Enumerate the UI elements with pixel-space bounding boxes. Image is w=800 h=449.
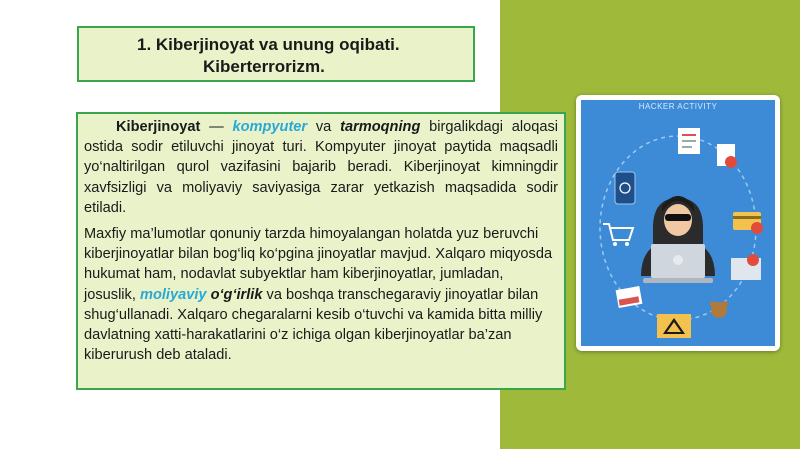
term-kiberjinoyat: Kiberjinoyat <box>116 119 201 135</box>
paragraph-details <box>84 224 558 365</box>
warning-monitor-icon <box>731 254 761 280</box>
paragraph2-text1: Maxfiy ma’lumotlar qonuniy tarzda himoyalangan holatda yuz beruvchi kiberjinoyatlar bilan bog‘liq ko‘pgina jinoyatlar mavjud. Xalqaro miqyosda hukumat ham, nodavlat subyektlar ham kiberjinoyatlar, jumladan, josuslik, <box>84 226 553 303</box>
hacker-scene-svg <box>581 100 775 346</box>
warning-sign-icon <box>657 314 691 338</box>
hacker-illustration <box>581 100 775 346</box>
document-icon <box>678 128 700 154</box>
title-box <box>77 26 475 82</box>
paragraph2-text2: va boshqa transchegaraviy jinoyatlar bilan shug‘ullanadi. Xalqaro chegaralarni kesib o‘tuvchi va kamida bitta milliy davlatning xatti-harakatlarini o‘z ichiga olgan kiberjinoyatlar ba’zan kiberurush deb ataladi. <box>84 286 543 364</box>
bold-ogirlik: o‘g‘irlik <box>210 286 263 303</box>
illustration-label: HACKER ACTIVITY <box>638 102 718 111</box>
connector-va: va <box>307 119 341 135</box>
title-line-2: Kiberterrorizm. <box>203 57 325 76</box>
bug-icon <box>710 301 728 318</box>
highlight-kompyuter: kompyuter <box>232 119 308 135</box>
shopping-cart-icon <box>603 224 633 246</box>
slide-title <box>137 34 467 78</box>
hacker-illustration-frame <box>576 95 780 351</box>
highlight-moliyaviy: moliyaviy <box>139 286 207 303</box>
highlight-tarmoqning: tarmoqning <box>340 119 421 135</box>
dash: — <box>200 119 233 135</box>
content-text-box <box>76 112 566 390</box>
title-line-1: 1. Kiberjinoyat va unung oqibati. <box>137 35 400 54</box>
laptop-icon <box>643 244 713 283</box>
fingerprint-phone-icon <box>615 172 635 204</box>
alert-document-icon <box>717 144 737 168</box>
credit-card-icon <box>733 212 763 234</box>
paragraph1-rest: birgalikdagi aloqasi ostida sodir etiluvchi jinoyat turi. Kompyuter jinoyat paytida maqsadli yo‘naltirilgan qurol vazifasini bajarib beradi. Kiberjinoyat kimningdir xavfsizligi va moliyaviy saviyasiga zarar yetkazish maqsadida sodir etiladi. <box>84 119 558 216</box>
paragraph-definition <box>84 117 558 218</box>
